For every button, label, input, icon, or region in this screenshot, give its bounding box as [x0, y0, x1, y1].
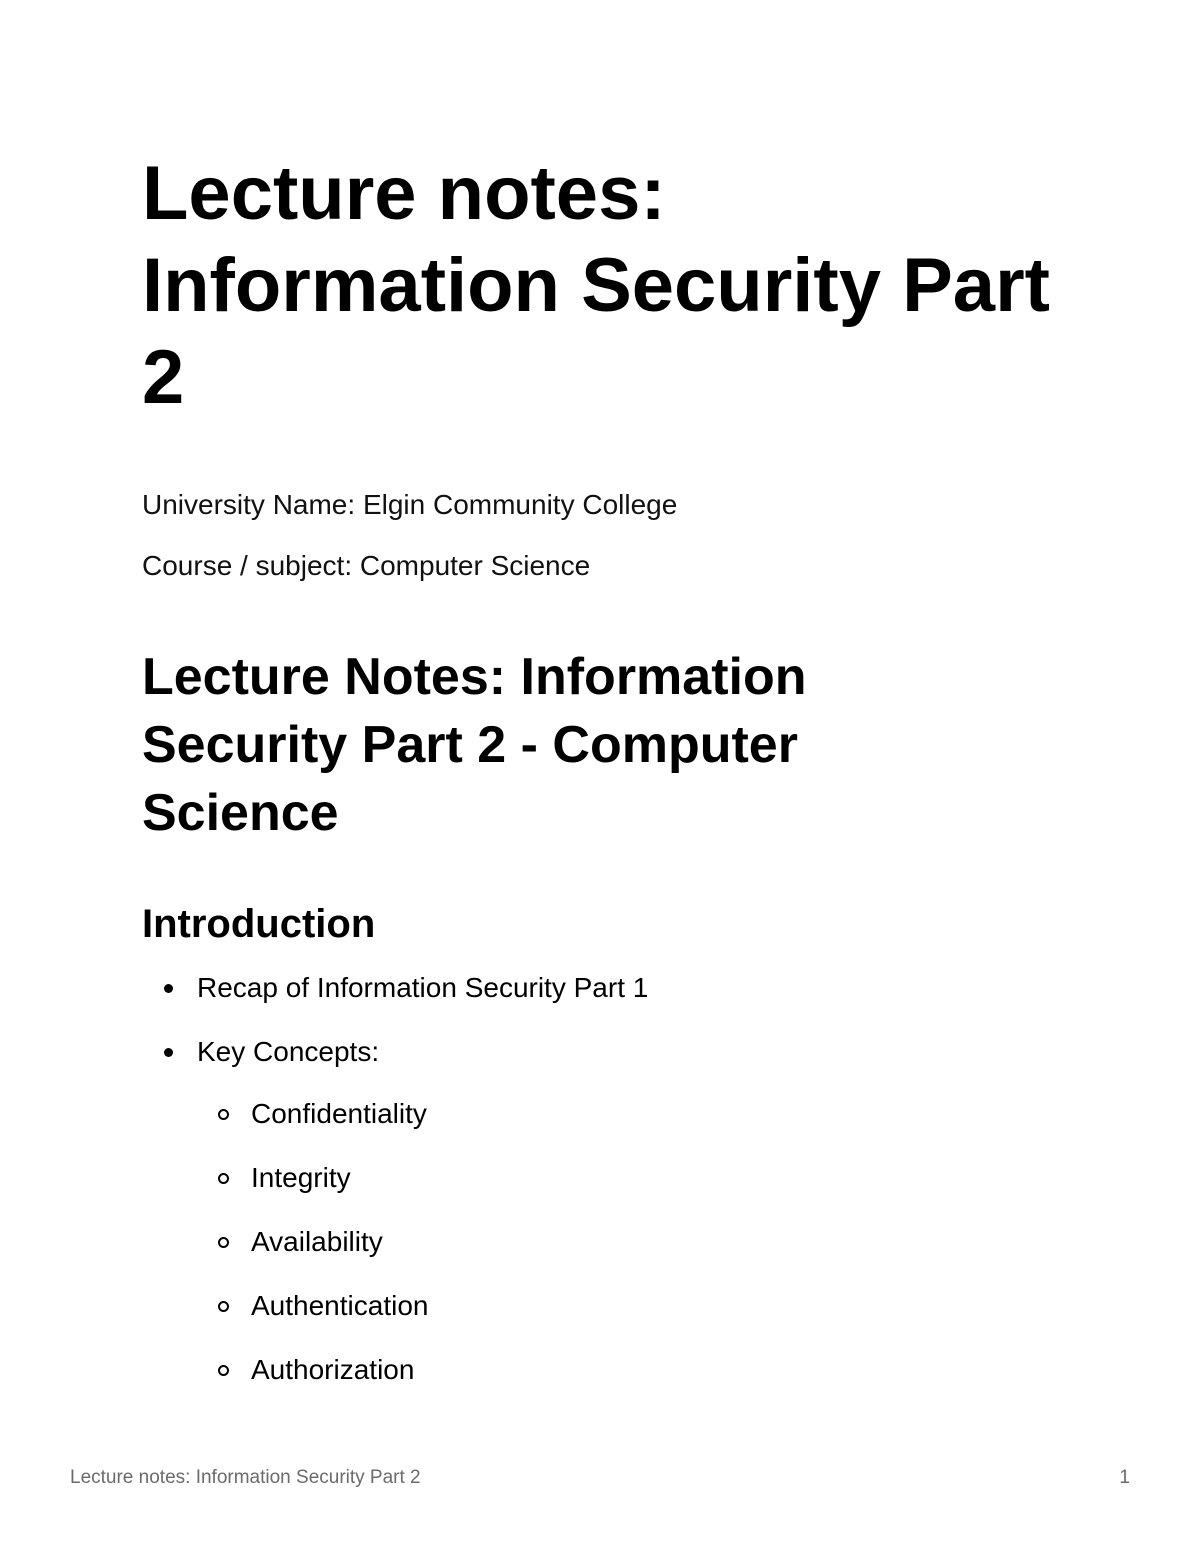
list-item: [142, 1035, 1062, 1387]
introduction-heading: Introduction: [142, 902, 376, 946]
course-line: Course / subject: Computer Science: [142, 550, 591, 581]
university-line: University Name: Elgin Community College: [142, 489, 678, 520]
page-number: 1: [1119, 1467, 1130, 1488]
list-item: [197, 1097, 1062, 1131]
list-item-text: Confidentiality: [251, 1098, 427, 1129]
hollow-bullet-icon: [218, 1109, 229, 1120]
document-title: Lecture notes: Information Security Part 2: [142, 151, 1050, 420]
list-item: [197, 1225, 1062, 1259]
list-item-text: Availability: [251, 1226, 383, 1257]
hollow-bullet-icon: [218, 1173, 229, 1184]
section-title: Lecture Notes: Information Security Part 2 - Computer Science: [142, 648, 807, 842]
list-item-text: Authentication: [251, 1290, 429, 1321]
list-item: [197, 1289, 1062, 1323]
list-item-text: Integrity: [251, 1162, 351, 1193]
hollow-bullet-icon: [218, 1237, 229, 1248]
list-item-text: Recap of Information Security Part 1: [197, 972, 649, 1003]
list-item-text: Authorization: [251, 1354, 415, 1385]
filled-bullet-icon: [164, 984, 173, 993]
footer-title: Lecture notes: Information Security Part 2: [70, 1467, 421, 1488]
list-item: [142, 971, 1062, 1005]
key-concepts-list: [197, 1097, 1062, 1387]
list-item-text: Key Concepts:: [197, 1036, 380, 1067]
introduction-list: [142, 971, 1062, 1387]
page-content: [142, 148, 1062, 1417]
hollow-bullet-icon: [218, 1365, 229, 1376]
list-item: [197, 1161, 1062, 1195]
list-item: [197, 1353, 1062, 1387]
filled-bullet-icon: [164, 1048, 173, 1057]
hollow-bullet-icon: [218, 1301, 229, 1312]
